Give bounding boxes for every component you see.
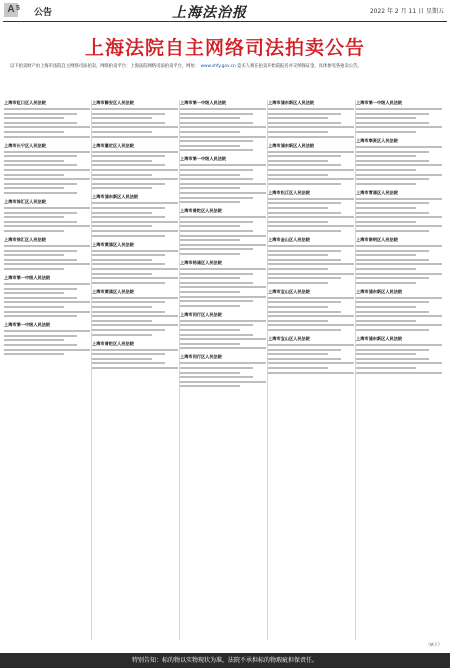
lot-body-text [268, 195, 354, 232]
issue-date: 2022 年 2 月 11 日 星期五 [369, 8, 444, 15]
auction-lot [180, 354, 266, 387]
lot-body-text [4, 204, 90, 232]
lot-body-text [180, 214, 266, 255]
auction-lot [4, 275, 90, 317]
auction-column [92, 100, 178, 374]
auction-lot [180, 312, 266, 350]
lot-body-text [356, 242, 442, 283]
lot-body-text [268, 148, 354, 185]
lot-body-text [92, 148, 178, 189]
lot-body-text [268, 341, 354, 373]
auction-lot [356, 237, 442, 284]
auction-lot [180, 156, 266, 203]
lot-court-name: 上海市崇明区人民法院 [356, 237, 398, 242]
auction-lot [4, 199, 90, 232]
auction-column [356, 100, 442, 379]
page-header [0, 0, 450, 22]
lot-court-name: 上海市浦东新区人民法院 [268, 100, 315, 105]
lot-court-name: 上海市徐汇区人民法院 [4, 199, 46, 204]
lot-body-text [356, 195, 442, 232]
header-rule [3, 21, 447, 22]
lot-body-text [4, 148, 90, 194]
auction-lot [180, 208, 266, 255]
auction-column [4, 100, 90, 360]
lot-court-name: 上海市长宁区人民法院 [4, 142, 46, 148]
auction-lot [356, 289, 442, 331]
lot-body-text [92, 105, 178, 137]
lot-court-name: 上海市松江区人民法院 [268, 189, 310, 195]
column-divider [355, 100, 356, 640]
lot-court-name: 上海市宝山区人民法院 [268, 288, 310, 294]
lot-body-text [92, 200, 178, 237]
newspaper-masthead: 上海法治报 [172, 5, 247, 21]
lot-court-name: 上海市浦东新区人民法院 [356, 288, 403, 294]
auction-lot [268, 143, 354, 185]
auction-lot [4, 143, 90, 194]
lot-body-text [356, 341, 442, 373]
auction-lot [268, 190, 354, 232]
auction-lot [92, 194, 178, 236]
notice-intro [10, 64, 440, 70]
continued-note: （转下） [426, 642, 442, 647]
lot-body-text [4, 105, 90, 137]
column-divider [179, 100, 180, 640]
auction-lot [356, 100, 442, 133]
lot-body-text [180, 360, 266, 388]
lot-body-text [92, 247, 178, 284]
footer-notice: 特别告知：标的物以实物现状为准，法院不承担标的物瑕疵担保责任。 [0, 653, 450, 668]
lot-court-name: 上海市青浦区人民法院 [356, 189, 398, 195]
lot-body-text [268, 294, 354, 331]
auction-lot [92, 100, 178, 138]
lot-court-name: 上海市徐汇区人民法院 [4, 237, 46, 242]
auction-lot [4, 100, 90, 138]
lot-body-text [180, 265, 266, 306]
lot-court-name: 上海市闵行区人民法院 [180, 354, 222, 360]
lot-court-name: 上海市静安区人民法院 [92, 100, 134, 105]
auction-lot [356, 336, 442, 374]
lot-court-name: 上海市浦东新区人民法院 [268, 142, 315, 148]
auction-lot [92, 289, 178, 336]
auction-lot [92, 143, 178, 190]
page-number: 5 [16, 5, 20, 12]
lot-court-name: 上海市浦东新区人民法院 [92, 194, 139, 200]
lot-court-name: 上海市第一中级人民法院 [180, 156, 227, 162]
auction-column [180, 100, 266, 392]
lot-body-text [92, 294, 178, 335]
auction-lot [92, 242, 178, 284]
lot-body-text [4, 328, 90, 356]
lot-court-name: 上海市杨浦区人民法院 [180, 260, 222, 265]
auction-lot [4, 322, 90, 355]
lot-body-text [4, 242, 90, 270]
notice-title: 上海法院自主网络司法拍卖公告 [84, 37, 365, 59]
auction-lot [268, 237, 354, 284]
auction-lot [4, 237, 90, 270]
lot-court-name: 上海市第一中级人民法院 [180, 100, 227, 105]
column-divider [267, 100, 268, 640]
auction-lot [356, 138, 442, 185]
lot-body-text [180, 105, 266, 151]
lot-court-name: 上海市第一中级人民法院 [4, 275, 51, 280]
auction-lot [268, 289, 354, 331]
intro-url: www.shfy.gov.cn [200, 64, 236, 69]
intro-text-2: 竞买人须在拍卖开始前报名并交纳保证金，具体参见各拍卖公告。 [237, 64, 362, 69]
auction-lot [356, 190, 442, 232]
auction-lot [180, 260, 266, 307]
auction-lot [268, 100, 354, 138]
lot-court-name: 上海市浦东新区人民法院 [356, 336, 403, 341]
column-divider [91, 100, 92, 640]
lot-court-name: 上海市第一中级人民法院 [4, 322, 51, 328]
lot-court-name: 上海市嘉定区人民法院 [92, 142, 134, 148]
lot-body-text [180, 162, 266, 203]
lot-court-name: 上海市普陀区人民法院 [180, 208, 222, 214]
lot-court-name: 上海市宝山区人民法院 [268, 336, 310, 341]
auction-lot [180, 100, 266, 151]
lot-court-name: 上海市虹口区人民法院 [4, 100, 46, 105]
section-name: 公告 [34, 8, 53, 18]
lot-body-text [92, 346, 178, 369]
lot-body-text [4, 280, 90, 317]
intro-text: 以下拍卖财产由上海市法院自主网络司法拍卖，网络拍卖平台：上海法院网络司法拍卖平台，网址： [10, 64, 200, 69]
lot-body-text [356, 143, 442, 184]
lot-court-name: 上海市黄浦区人民法院 [92, 241, 134, 247]
lot-body-text [268, 105, 354, 137]
lot-court-name: 上海市奉贤区人民法院 [356, 138, 398, 143]
lot-body-text [180, 317, 266, 349]
lot-body-text [268, 242, 354, 283]
lot-body-text [356, 294, 442, 331]
lot-court-name: 上海市闵行区人民法院 [180, 311, 222, 317]
lot-court-name: 上海市黄浦区人民法院 [92, 288, 134, 294]
lot-body-text [356, 105, 442, 133]
auction-lot [92, 341, 178, 369]
lot-court-name: 上海市普陀区人民法院 [92, 340, 134, 346]
lot-court-name: 上海市第一中级人民法院 [356, 100, 403, 105]
lot-court-name: 上海市金山区人民法院 [268, 237, 310, 242]
page-letter: A [4, 3, 18, 17]
auction-column [268, 100, 354, 379]
auction-lot [268, 336, 354, 374]
